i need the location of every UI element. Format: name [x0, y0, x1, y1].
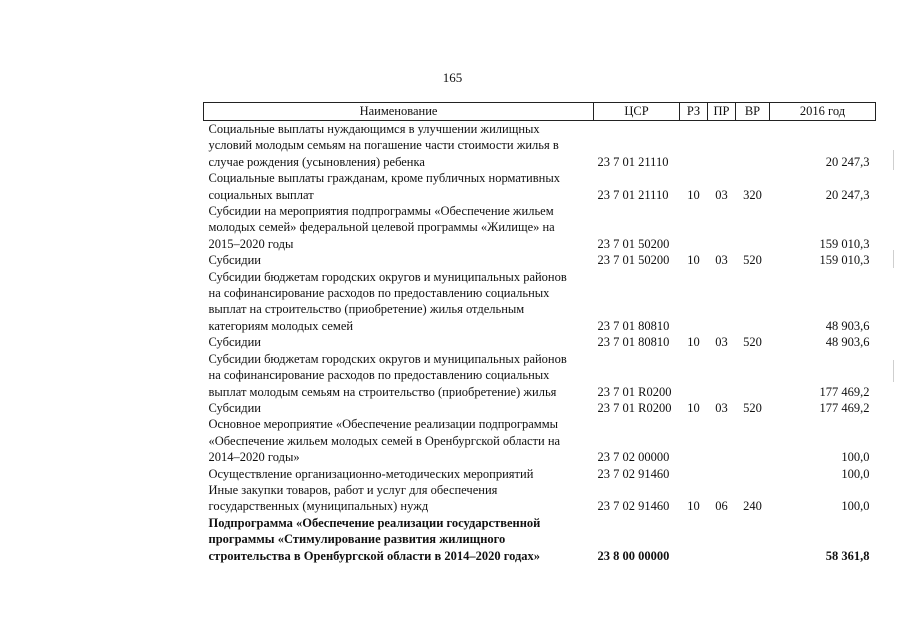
- row-rz: 10: [687, 253, 700, 268]
- row-csr: 23 7 02 00000: [597, 450, 670, 465]
- budget-table: [203, 102, 876, 564]
- row-rz: [680, 269, 708, 335]
- row-name: [204, 482, 594, 515]
- row-pr: 03: [715, 400, 728, 415]
- row-name: [204, 400, 594, 416]
- table-row: [204, 351, 876, 400]
- row-name: [204, 334, 594, 350]
- row-rz: [680, 416, 708, 465]
- row-name: [204, 351, 594, 400]
- row-vr: [736, 351, 770, 400]
- row-name-line: выплат молодым семьям на строительство (приобретение) жилья: [208, 384, 557, 399]
- row-rz: [680, 351, 708, 400]
- row-rz: 10: [687, 400, 700, 415]
- scan-edge-mark: [893, 360, 894, 382]
- row-pr: [708, 203, 736, 252]
- scan-edge-mark: [893, 150, 894, 170]
- column-header-csr: ЦСР: [594, 103, 680, 121]
- row-csr: 23 7 01 80810: [597, 335, 670, 350]
- row-pr: 03: [715, 253, 728, 268]
- row-amount: 177 469,2: [819, 400, 870, 415]
- row-csr: 23 7 01 50200: [597, 236, 670, 251]
- row-csr: 23 7 01 21110: [597, 187, 669, 202]
- row-amount: 20 247,3: [825, 187, 870, 202]
- row-rz: 10: [687, 187, 700, 202]
- row-name-line: Иные закупки товаров, работ и услуг для обеспечения: [208, 482, 498, 497]
- row-pr: 03: [715, 335, 728, 350]
- table-row: [204, 466, 876, 482]
- row-pr: [708, 269, 736, 335]
- row-amount: 100,0: [841, 499, 870, 514]
- row-rz: [680, 466, 708, 482]
- row-pr: [708, 416, 736, 465]
- row-name-line: Подпрограмма «Обеспечение реализации государственной: [208, 515, 541, 530]
- row-csr: 23 7 01 R0200: [597, 400, 672, 415]
- row-name-line: строительства в Оренбургской области в 2014–2020 годах»: [208, 548, 541, 563]
- table-row: [204, 252, 876, 268]
- table-row: [204, 203, 876, 252]
- row-vr: 320: [743, 187, 762, 202]
- row-pr: [708, 121, 736, 171]
- row-name-line: Субсидии: [208, 335, 261, 350]
- scan-edge-mark: [893, 250, 894, 268]
- table-row: [204, 121, 876, 171]
- row-csr: 23 7 01 50200: [597, 253, 670, 268]
- column-header-vr: ВР: [736, 103, 770, 121]
- row-vr: [736, 515, 770, 564]
- row-rz: [680, 121, 708, 171]
- row-pr: [708, 351, 736, 400]
- row-name: [204, 121, 594, 171]
- row-pr: [708, 466, 736, 482]
- row-amount: 177 469,2: [819, 384, 870, 399]
- table-body: [204, 121, 876, 564]
- row-rz: 10: [687, 335, 700, 350]
- row-amount: 48 903,6: [825, 335, 870, 350]
- row-name-line: случае рождения (усыновления) ребенка: [208, 154, 425, 169]
- row-vr: 240: [743, 499, 762, 514]
- row-name: [204, 203, 594, 252]
- row-name-line: Осуществление организационно-методических мероприятий: [208, 466, 534, 481]
- row-amount: 100,0: [841, 466, 870, 481]
- row-amount: 58 361,8: [825, 548, 870, 563]
- row-name: [204, 515, 594, 564]
- row-vr: [736, 269, 770, 335]
- table-row: [204, 482, 876, 515]
- row-name-line: «Обеспечение жильем молодых семей в Оренбургской области на: [208, 433, 561, 448]
- table-row: [204, 269, 876, 335]
- row-name-line: на софинансирование расходов по предоставлению социальных: [208, 286, 550, 301]
- row-name-line: выплат на строительство (приобретение) жилья отдельным: [208, 302, 525, 317]
- page-number: 165: [442, 70, 463, 85]
- row-name-line: 2015–2020 годы: [208, 236, 294, 251]
- row-rz: [680, 203, 708, 252]
- row-name: [204, 416, 594, 465]
- row-pr: 03: [715, 187, 728, 202]
- row-amount: 159 010,3: [819, 236, 870, 251]
- row-name-line: программы «Стимулирование развития жилищного: [208, 532, 506, 547]
- row-amount: 100,0: [841, 450, 870, 465]
- row-csr: 23 7 01 R0200: [597, 384, 672, 399]
- row-rz: 10: [687, 499, 700, 514]
- row-name-line: Социальные выплаты гражданам, кроме публичных нормативных: [208, 171, 560, 186]
- column-header-rz: РЗ: [680, 103, 708, 121]
- row-name-line: Субсидии бюджетам городских округов и муниципальных районов: [208, 269, 567, 284]
- row-name-line: Социальные выплаты нуждающимся в улучшении жилищных: [208, 122, 540, 136]
- column-header-pr: ПР: [708, 103, 736, 121]
- row-rz: [680, 515, 708, 564]
- row-name-line: Субсидии бюджетам городских округов и муниципальных районов: [208, 351, 567, 366]
- row-name: [204, 170, 594, 203]
- row-vr: [736, 416, 770, 465]
- row-name-line: 2014–2020 годы»: [208, 450, 300, 465]
- row-csr: 23 7 02 91460: [597, 466, 670, 481]
- table-row: [204, 334, 876, 350]
- row-amount: 159 010,3: [819, 253, 870, 268]
- row-name-line: Субсидии: [208, 253, 261, 268]
- table-row: [204, 416, 876, 465]
- table-header: [204, 103, 876, 121]
- row-vr: 520: [743, 335, 762, 350]
- row-name: [204, 269, 594, 335]
- row-csr: 23 8 00 00000: [597, 548, 670, 563]
- row-name-line: условий молодым семьям на погашение части стоимости жилья в: [208, 138, 559, 153]
- table-row: [204, 170, 876, 203]
- column-header-name: Наименование: [204, 103, 594, 121]
- row-vr: [736, 121, 770, 171]
- row-name-line: категориям молодых семей: [208, 318, 354, 333]
- table-row: [204, 400, 876, 416]
- row-name-line: молодых семей» федеральной целевой программы «Жилище» на: [208, 220, 555, 235]
- row-name-line: Основное мероприятие «Обеспечение реализации подпрограммы: [208, 417, 559, 432]
- row-name: [204, 252, 594, 268]
- row-name-line: Субсидии: [208, 400, 261, 415]
- row-name-line: на софинансирование расходов по предоставлению социальных: [208, 368, 550, 383]
- column-header-year: 2016 год: [770, 103, 876, 121]
- row-vr: 520: [743, 400, 762, 415]
- row-pr: 06: [715, 499, 728, 514]
- row-name: [204, 466, 594, 482]
- row-amount: 48 903,6: [825, 318, 870, 333]
- row-csr: 23 7 01 80810: [597, 318, 670, 333]
- row-vr: [736, 203, 770, 252]
- row-csr: 23 7 01 21110: [597, 154, 669, 169]
- row-amount: 20 247,3: [825, 154, 870, 169]
- row-pr: [708, 515, 736, 564]
- row-name-line: социальных выплат: [208, 187, 314, 202]
- row-csr: 23 7 02 91460: [597, 499, 670, 514]
- row-name-line: Субсидии на мероприятия подпрограммы «Обеспечение жильем: [208, 204, 554, 219]
- table-row: [204, 515, 876, 564]
- row-name-line: государственных (муниципальных) нужд: [208, 499, 429, 514]
- row-vr: [736, 466, 770, 482]
- row-vr: 520: [743, 253, 762, 268]
